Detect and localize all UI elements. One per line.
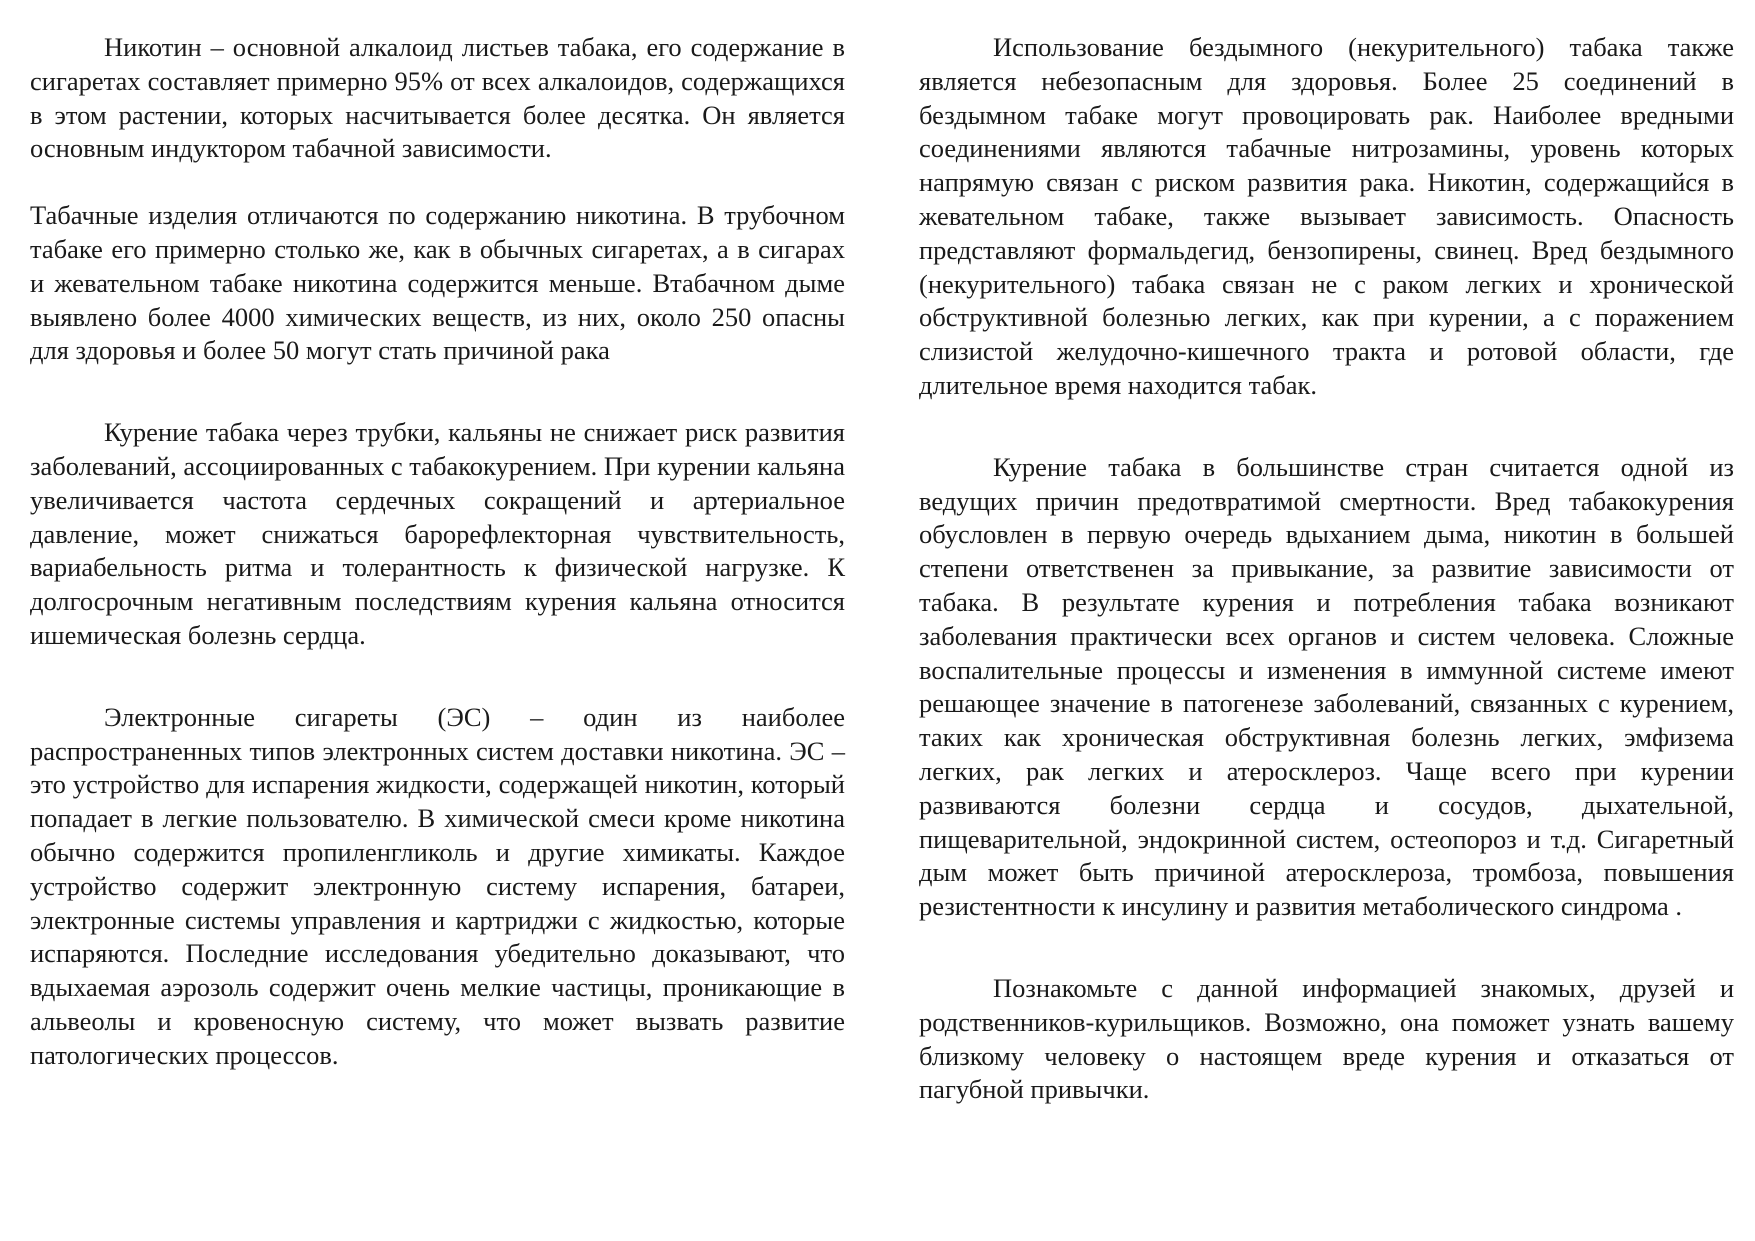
paragraph-spacer	[30, 166, 845, 199]
paragraph-smokeless-tobacco: Использование бездымного (некурительного) табака также является небезопасным для здоровья. Более 25 соединений в бездымном табаке могут провоцировать рак. Наиболее вредными соединениями являются табачные нитрозамины, уровень которых напрямую связан с риском развития рака. Никотин, содержащийся в жевательном табаке, также вызывает зависимость. Опасность представляют формальдегид, бензопирены, свинец. Вред бездымного (некурительного) табака связан не с раком легких и хронической обструктивной болезнью легких, как при курении, а с поражением слизистой желудочно-кишечного тракта и ротовой области, где длительное время находится табак.	[919, 32, 1734, 400]
paragraph-spacer	[30, 368, 845, 416]
paragraph-hookah-smoking: Курение табака через трубки, кальяны не снижает риск развития заболеваний, ассоциированных с табакокурением. При курении кальяна увеличивается частота сердечных сокращений и артериальное давление, может снижаться барорефлекторная чувствительность, вариабельность ритма и толерантность к физической нагрузке. К долгосрочным негативным последствиям курения кальяна относится ишемическая болезнь сердца.	[30, 417, 845, 650]
paragraph-spacer	[919, 924, 1734, 972]
paragraph-electronic-cigarettes: Электронные сигареты (ЭС) – один из наиболее распространенных типов электронных систем доставки никотина. ЭС – это устройство для испарения жидкости, содержащей никотин, который попадает в легкие пользователю. В химической смеси кроме никотина обычно содержится пропиленгликоль и другие химикаты. Каждое устройство содержит электронную систему испарения, батареи, электронные системы управления и картриджи с жидкостью, которые испаряются. Последние исследования убедительно доказывают, что вдыхаемая аэрозоль содержит очень мелкие частицы, проникающие в альвеолы и кровеносную систему, что может вызвать развитие патологических процессов.	[30, 701, 845, 1070]
right-column	[919, 31, 1734, 1107]
left-column	[30, 31, 845, 1073]
paragraph-spacer	[919, 403, 1734, 451]
paragraph-call-to-action: Познакомьте с данной информацией знакомых, друзей и родственников-курильщиков. Возможно, она поможет узнать вашему близкому человеку о настоящем вреде курения и отказаться от пагубной привычки.	[919, 972, 1734, 1105]
paragraph-nicotine-alkaloid: Никотин – основной алкалоид листьев табака, его содержание в сигаретах составляет примерно 95% от всех алкалоидов, содержащихся в этом растении, которых насчитывается более десятка. Он является основным индуктором табачной зависимости.	[30, 32, 845, 164]
paragraph-tobacco-products: Табачные изделия отличаются по содержанию никотина. В трубочном табаке его примерно столько же, как в обычных сигаретах, а в сигарах и жевательном табаке никотина содержится меньше. Втабачном дыме выявлено более 4000 химических веществ, из них, около 250 опасны для здоровья и более 50 могут стать причиной рака	[30, 200, 845, 366]
paragraph-smoking-mortality: Курение табака в большинстве стран считается одной из ведущих причин предотвратимой смертности. Вред табакокурения обусловлен в первую очередь вдыханием дыма, никотин в большей степени ответственен за привыкание, за развитие зависимости от табака. В результате курения и потребления табака возникают заболевания практически всех органов и систем человека. Сложные воспалительные процессы и изменения в иммунной системе имеют решающее значение в патогенезе заболеваний, связанных с курением, таких как хроническая обструктивная болезнь легких, эмфизема легких, рак легких и атеросклероз. Чаще всего при курении развиваются болезни сердца и сосудов, дыхательной, пищеварительной, эндокринной систем, остеопороз и т.д. Сигаретный дым может быть причиной атеросклероза, тромбоза, повышения резистентности к инсулину и развития метаболического синдрома .	[919, 451, 1734, 922]
paragraph-spacer	[30, 653, 845, 701]
